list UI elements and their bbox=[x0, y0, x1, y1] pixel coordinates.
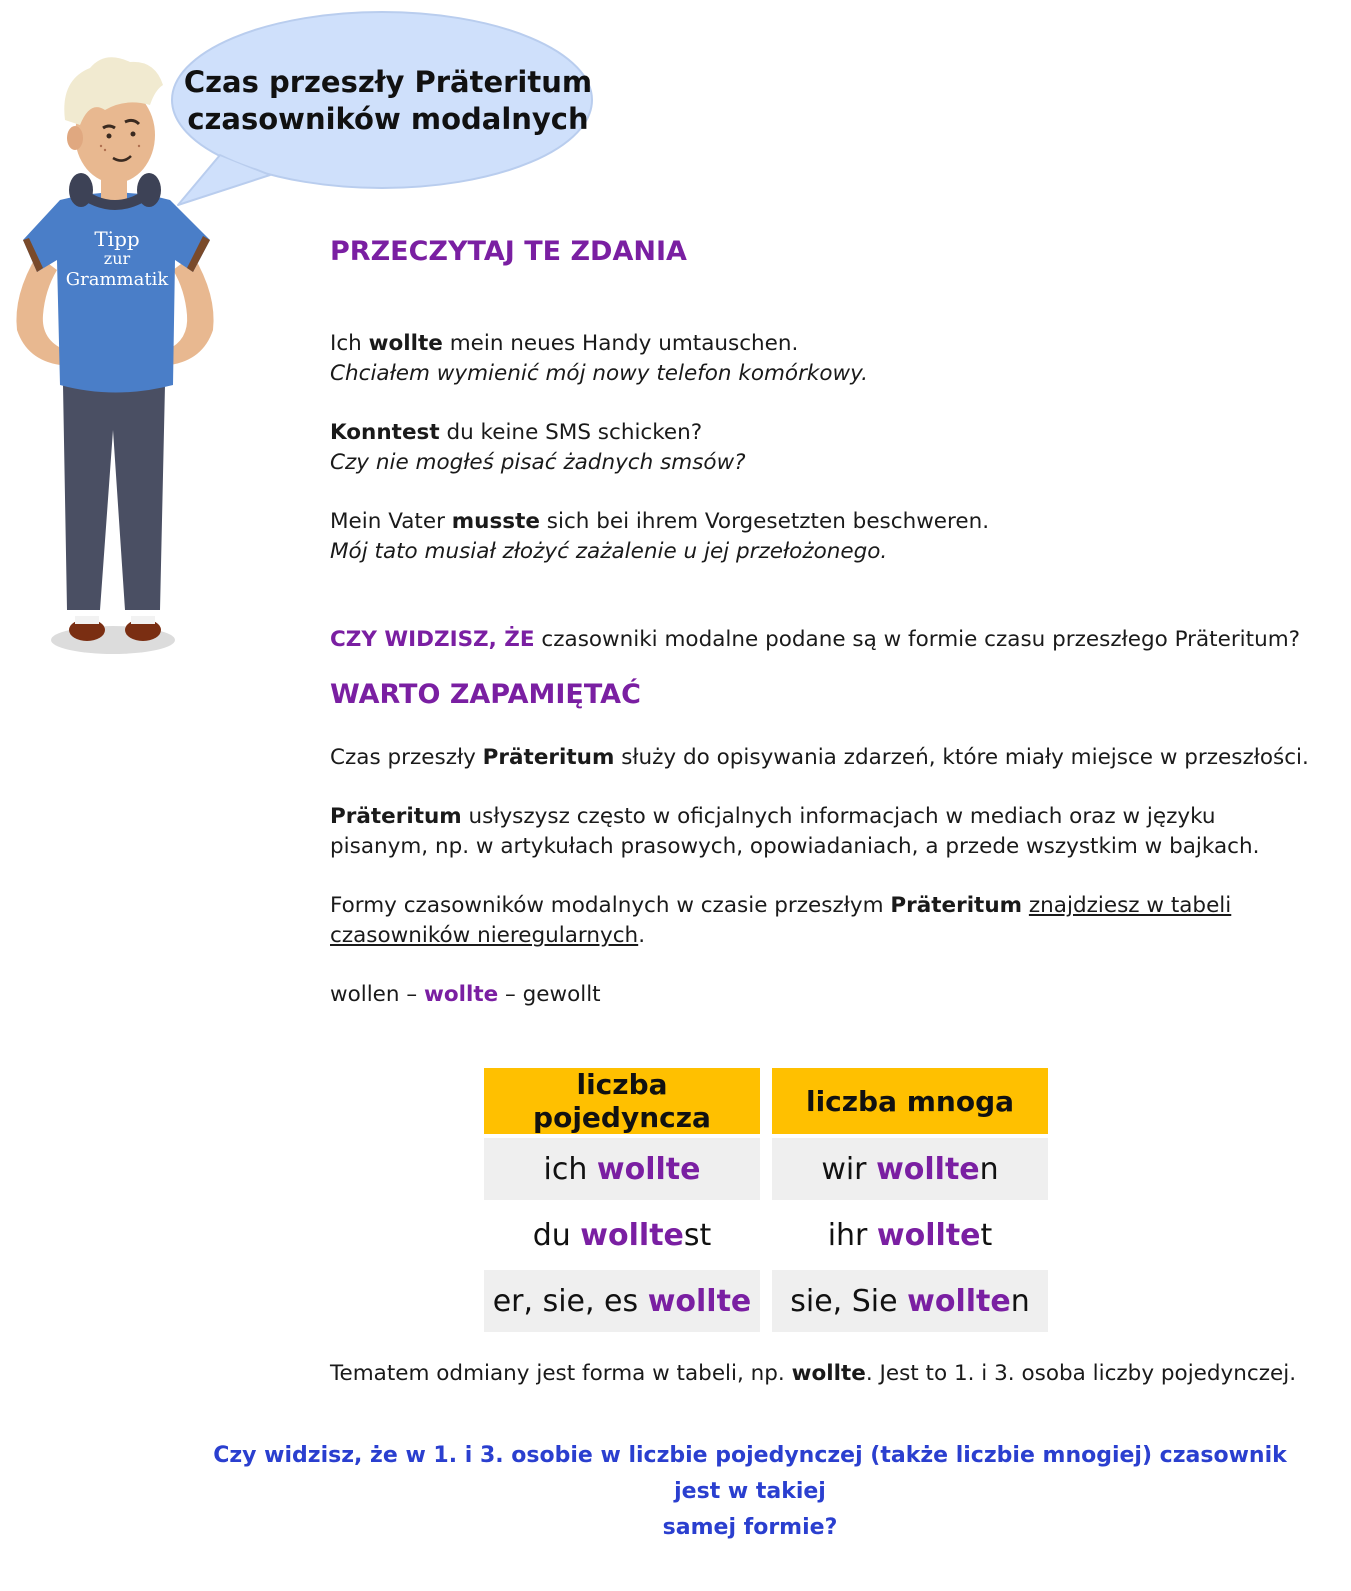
sentence-1-translation: Chciałem wymienić mój nowy telefon komórkowy. bbox=[330, 361, 868, 386]
header-singular: liczba pojedyncza bbox=[484, 1068, 760, 1134]
page-title bbox=[178, 64, 598, 138]
verb-forms: wollen – wollte – gewollt bbox=[330, 982, 601, 1007]
table-row bbox=[484, 1138, 1048, 1200]
final-question-line2: samej formie? bbox=[662, 1515, 838, 1540]
paragraph-3-line2: czasowników nieregularnych. bbox=[330, 923, 646, 948]
question-modal-verbs: CZY WIDZISZ, ŻE czasowniki modalne podane są w formie czasu przeszłego Präteritum? bbox=[330, 627, 1301, 652]
grammar-tip-character bbox=[5, 50, 235, 670]
table-row bbox=[484, 1204, 1048, 1266]
sentence-3: Mein Vater musste sich bei ihrem Vorgesetzten beschweren. bbox=[330, 509, 990, 534]
stem-note: Tematem odmiany jest forma w tabeli, np. wollte. Jest to 1. i 3. osoba liczby pojedynczej. bbox=[330, 1361, 1297, 1386]
sentence-2: Konntest du keine SMS schicken? bbox=[330, 420, 703, 445]
sentence-1: Ich wollte mein neues Handy umtauschen. bbox=[330, 331, 799, 356]
heading-read-sentences: PRZECZYTAJ TE ZDANIA bbox=[330, 236, 687, 267]
conjugation-table bbox=[472, 1064, 1060, 1336]
paragraph-1: Czas przeszły Präteritum służy do opisywania zdarzeń, które miały miejsce w przeszłości. bbox=[330, 745, 1309, 770]
cell-ich: ich wollte bbox=[484, 1138, 760, 1200]
paragraph-2-line1: Präteritum usłyszysz często w oficjalnych informacjach w mediach oraz w języku bbox=[330, 804, 1216, 829]
paragraph-3-line1: Formy czasowników modalnych w czasie przeszłym Präteritum znajdziesz w tabeli bbox=[330, 893, 1232, 918]
shirt-text-grammatik: Grammatik bbox=[65, 269, 169, 290]
cell-sie-Sie: sie, Sie wollten bbox=[772, 1270, 1048, 1332]
sentence-2-translation: Czy nie mogłeś pisać żadnych smsów? bbox=[330, 450, 746, 475]
final-question bbox=[190, 1438, 1310, 1546]
cell-er-sie-es: er, sie, es wollte bbox=[484, 1270, 760, 1332]
page-title-line1: Czas przeszły Präteritum bbox=[183, 65, 593, 99]
shirt-text-zur: zur bbox=[103, 249, 131, 268]
heading-remember: WARTO ZAPAMIĘTAĆ bbox=[330, 679, 641, 710]
cell-wir: wir wollten bbox=[772, 1138, 1048, 1200]
final-question-line1: Czy widzisz, że w 1. i 3. osobie w liczbie pojedynczej (także liczbie mnogiej) czasownik jest w takiej bbox=[213, 1443, 1287, 1504]
table-row bbox=[484, 1270, 1048, 1332]
cell-ihr: ihr wolltet bbox=[827, 1217, 993, 1253]
sentence-3-translation: Mój tato musiał złożyć zażalenie u jej przełożonego. bbox=[330, 539, 888, 564]
header-plural: liczba mnoga bbox=[772, 1068, 1048, 1134]
shirt-text-tipp: Tipp bbox=[94, 227, 140, 251]
page-title-line2: czasowników modalnych bbox=[187, 102, 589, 136]
irregular-verbs-link-part1[interactable]: znajdziesz w tabeli bbox=[1028, 893, 1232, 918]
paragraph-2-line2: pisanym, np. w artykułach prasowych, opowiadaniach, a przede wszystkim w bajkach. bbox=[330, 834, 1260, 859]
cell-du: du wolltest bbox=[532, 1217, 712, 1253]
irregular-verbs-link-part2[interactable]: czasowników nieregularnych bbox=[330, 923, 639, 948]
